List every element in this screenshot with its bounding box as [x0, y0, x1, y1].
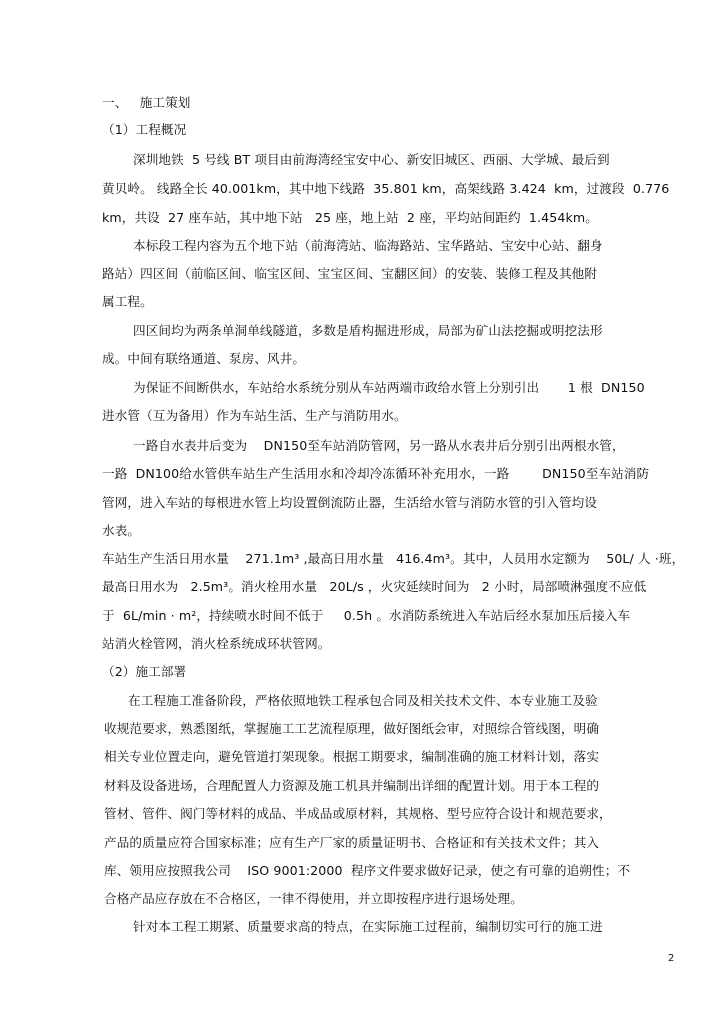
paragraph-line: 深圳地铁 5 号线 BT 项目由前海湾经宝安中心、新安旧城区、西丽、大学城、最后到 [133, 152, 610, 167]
paragraph-line: 路站）四区间（前临区间、临宝区间、宝宝区间、宝翻区间）的安装、装修工程及其他附 [102, 266, 598, 281]
paragraph-line: 产品的质量应符合国家标准；应有生产厂家的质量证明书、合格证和有关技术文件；其入 [104, 835, 600, 850]
paragraph-line: 一路自水表井后变为 DN150至车站消防管网，另一路从水表井后分别引出两根水管， [133, 438, 625, 453]
paragraph-line: 车站生产生活日用水量 271.1m³ ,最高日用水量 416.4m³。其中，人员用水定额为 50L/ 人 ·班， [102, 551, 685, 566]
paragraph-line: 成。中间有联络通道、泵房、风井。 [102, 351, 306, 366]
paragraph-line: 黄贝岭。 线路全长 40.001km，其中地下线路 35.801 km，高架线路 3.424 km，过渡段 0.776 [102, 181, 670, 196]
page-number: 2 [668, 953, 675, 964]
paragraph-line: 材料及设备进场，合理配置人力资源及施工机具并编制出详细的配置计划。用于本工程的 [104, 778, 600, 793]
paragraph-line: 一路 DN100给水管供车站生产生活用水和冷却冷冻循环补充用水，一路 DN150至车站消防 [102, 466, 650, 481]
paragraph-line: 合格产品应存放在不合格区，一律不得使用，并立即按程序进行退场处理。 [104, 891, 523, 906]
subheading-overview: （1）工程概况 [102, 122, 187, 137]
paragraph-line: 管网，进入车站的每根进水管上均设置倒流防止器，生活给水管与消防水管的引入管均设 [102, 495, 598, 510]
paragraph-line: 属工程。 [102, 294, 153, 309]
paragraph-line: 水表。 [102, 523, 141, 538]
paragraph-line: 本标段工程内容为五个地下站（前海湾站、临海路站、宝华路站、宝安中心站、翻身 [133, 238, 603, 253]
paragraph-line: 站消火栓管网，消火栓系统成环状管网。 [102, 636, 331, 651]
paragraph-line: km，共设 27 座车站，其中地下站 25 座，地上站 2 座，平均站间距约 1.454km。 [102, 210, 598, 225]
paragraph-line: 库、领用应按照我公司 ISO 9001:2000 程序文件要求做好记录，使之有可靠的追朔性；不 [104, 863, 631, 878]
paragraph-line: 相关专业位置走向，避免管道打架现象。根据工期要求，编制准确的施工材料计划，落实 [104, 749, 600, 764]
paragraph-line: 针对本工程工期紧、质量要求高的特点，在实际施工过程前，编制切实可行的施工进 [133, 919, 603, 934]
paragraph-line: 进水管（互为备用）作为车站生活、生产与消防用水。 [102, 408, 407, 423]
paragraph-line: 于 6L/min · m²，持续喷水时间不低于 0.5h 。水消防系统进入车站后经水泵加压后接入车 [102, 608, 631, 623]
paragraph-line: 管材、管件、阀门等材料的成品、半成品或原材料，其规格、型号应符合设计和规范要求， [104, 806, 612, 821]
paragraph-line: 为保证不间断供水，车站给水系统分别从车站两端市政给水管上分别引出 1 根 DN150 [133, 380, 645, 395]
paragraph-line: 在工程施工准备阶段，严格依照地铁工程承包合同及相关技术文件、本专业施工及验 [128, 693, 598, 708]
subheading-deployment: （2）施工部署 [102, 664, 187, 679]
paragraph-line: 四区间均为两条单洞单线隧道，多数是盾构掘进形成，局部为矿山法挖掘或明挖法形 [133, 323, 603, 338]
paragraph-line: 最高日用水为 2.5m³。消火栓用水量 20L/s ，火灾延续时间为 2 小时，局部喷淋强度不应低 [102, 579, 647, 594]
paragraph-line: 收规范要求，熟悉图纸，掌握施工工艺流程原理，做好图纸会审，对照综合管线图，明确 [104, 721, 600, 736]
section-heading: 一、 施工策划 [102, 95, 191, 110]
